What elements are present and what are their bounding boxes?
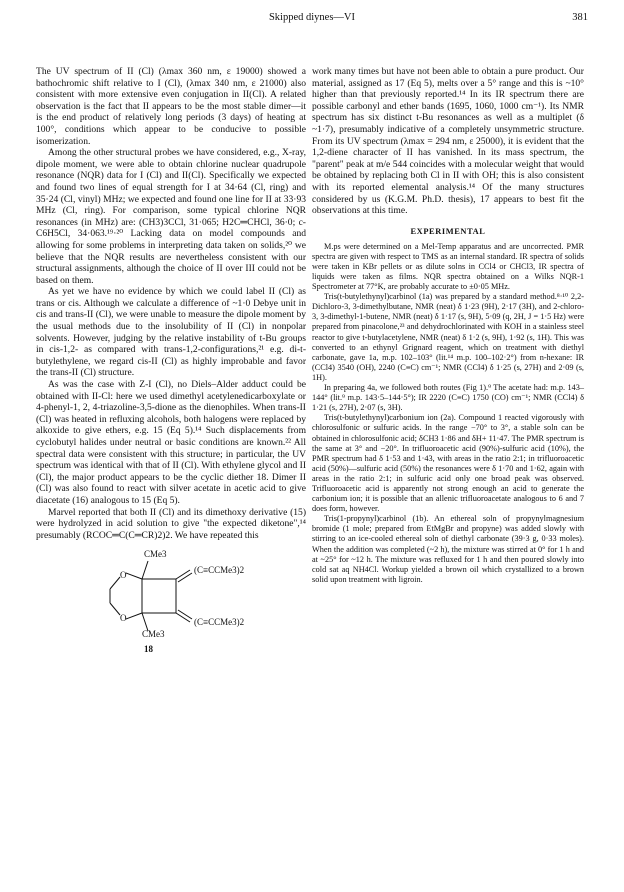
paragraph-acetate-4a: In preparing 4a, we followed both routes (Fig 1).⁹ The acetate had: m.p. 143–144° (lit.⁹ m.p. 143·5–144·5°); IR 2220 (C≡C) 1750 (CO) cm⁻¹; NMR (CCl4) δ 1·21 (s, 27H), 2·07 (s, 3H). bbox=[312, 383, 584, 413]
label-oxygen-2: O bbox=[120, 613, 127, 624]
page-number: 381 bbox=[572, 12, 588, 23]
experimental-heading: EXPERIMENTAL bbox=[410, 226, 486, 236]
running-title: Skipped diynes—VI bbox=[268, 12, 356, 23]
paragraph-structure-17: work many times but have not been able to obtain a pure product. Our material, assigned as 17 (Eq 5), melts over a 5° range and this is ~10° higher than that previously reported.¹⁴ In its IR spectrum there are possible carbonyl and ether bands (1695, 1060, 1000 cm⁻¹). Its NMR spectrum has six distinct t-Bu resonances as well as a multiplet (δ ~1·7), presumably indicative of a completely unsymmetric structure. From its UV spectrum (λmax = 294 nm, ε 25000), it is evident that the 1,2-diene character of II has vanished. In its mass spectrum, the "parent" peak at m/e 544 coincides with a molecular weight that would be obtained by replacing both Cl in II with OH; this is also consistent with its reported elemental analysis.¹⁴ Of the many structures considered by us (K.G.M. Ph.D. thesis), 17 appears to best fit the observations at this time. bbox=[312, 66, 584, 217]
paragraph-general-methods: M.ps were determined on a Mel-Temp apparatus and are uncorrected. PMR spectra are given with respect to TMS as an internal standard. IR spectra of solids were taken in KBr pellets or as dilute solns in CCl4 or CHCl3, IR spectra of liquids were taken as films. NQR spectra obtained on a Wilks NQR-1 Spectrometer at 77°K, are probably accurate to ±0·05 MHz. bbox=[312, 241, 584, 292]
label-cme3-top: CMe3 bbox=[144, 549, 167, 560]
paragraph-carbinol-1b: Tris(1-propynyl)carbinol (1b). An ethereal soln of propynylmagnesium bromide (1 mole; prepared from EtMgBr and propyne) was added slowly with stirring to an ice-cooled ethereal soln of diethyl carbonate (39·3 g, 0·33 moles). When the addition was completed (~2 h), the mixture was stirred at 0° for 1 h and at ~25° for ~12 h. The mixture was refluxed for 1 h and then poured slowly into cold sat aq NH4Cl. Workup yielded a brown oil which crystallized to a brown solid upon treatment with ligroin. bbox=[312, 514, 584, 584]
compound-number-18: 18 bbox=[144, 644, 153, 655]
paragraph-marvel: Marvel reported that both II (Cl) and its dimethoxy derivative (15) were hydrolyzed in acid solution to give "the expected diketone",¹⁴ presumably (RCOC═C(C═CR)2)2. We have repeated this bbox=[36, 506, 306, 541]
paragraph-carbonium-2a: Tris(t-butylethynyl)carbonium ion (2a). Compound 1 reacted vigorously with chlorosulfonic or sulfuric acids. In the range −70° to 3°, a stable soln can be obtained in chlorosulfonic acid; δCH3 1·86 and δH+ 11·47. The PMR spectrum is the same at 3° and −20°. In trifluoroacetic acid (90%)-sulfuric acid (10%), the PMR spectrum had δ 1·53 and 1·43, with areas in the ratio 2:1; in trifluoroacetic acid (50%)—sulfuric acid (50%) the resonances were δ 1·70 and 1·62, again with areas in the ratio 2:1; in sulfuric acid only one broad peak was observed. Trifluoroacetic acid is apparently not strong enough an acid to generate the carbonium ion; it is possible that an allenic trifluoroacetate analogous to 6 and 7 does form, however. bbox=[312, 413, 584, 514]
label-oxygen-1: O bbox=[120, 570, 127, 581]
paragraph-uv-spectrum: The UV spectrum of II (Cl) (λmax 360 nm, ε 19000) showed a bathochromic shift relative to I (Cl), (λmax 340 nm, ε 21000) also consistent with more extensive even conjugation in II(Cl). A related observation is the fact that II appears to be the most stable dimer—it is the end product of relatively long periods (3 days) of heating at 100°, conditions which appear to be conducive to possible isomerization. bbox=[36, 66, 306, 147]
paragraph-carbinol-1a: Tris(t-butylethynyl)carbinol (1a) was prepared by a standard method.⁸·¹⁰ 2,2-Dichloro-3, 3-dimethylbutane, NMR (neat) δ 1·23 (9H), 2·17 (3H), and 2-chloro-3, 3-dimethyl-1-butene, NMR (neat) δ 1·17 (s, 9H), 5·09 (q, 2H, J = 1·5 Hz) were prepared from pinacolone,²³ and dehydrochlorinated with KOH in a stainless steel reactor to give t-butylacetylene, NMR (neat) δ 1·2 (s, 9H), 1·92 (s, 1H). This was converted to an ethynyl Grignard reagent, which on treatment with diethyl carbonate, gave 1a, m.p. 102–103° (lit.¹⁴ m.p. 100–102·2°) from n-hexane: IR (CCl4) 3540 (OH), 2240 (C≡C) cm⁻¹; NMR (CCl4) δ 1·25 (s, 27H) and 2·09 (s, 1H). bbox=[312, 292, 584, 382]
paragraph-diels-alder: As was the case with Z-I (Cl), no Diels–Alder adduct could be obtained with II-Cl: here we used dimethyl acetylenedicarboxylate or 4-phenyl-1, 2, 4-triazoline-3,5-dione as the dienophiles. When trans-II (Cl) was heated in refluxing alcohols, both halogens were replaced by alkoxide to give ethers, e.g. 15 (Eq 5).¹⁴ Such displacements from cyclobutyl halides under neutral or basic conditions are known.²² All spectral data were consistent with this structure; in particular, the UV spectrum was identical with that of II (Cl). With ethylene glycol and II (Cl), the major product appears to be the cyclic diether 18. Dimer II (Cl) was also found to react with silver acetate in acetic acid to give diacetate (16) analogous to 15 (Eq 5). bbox=[36, 379, 306, 506]
right-column bbox=[312, 66, 584, 585]
left-column bbox=[36, 66, 306, 661]
label-substituent-top: (C≡CCMe3)2 bbox=[194, 565, 245, 576]
paragraph-nqr: Among the other structural probes we have considered, e.g., X-ray, dipole moment, we were able to obtain chlorine nuclear quadrupole resonance (NQR) data for I (Cl) and II(Cl). Specifically we expected and found two lines of equal strength for I at 34·64 (Cl, ring) and 35·24 (Cl, vinyl) MHz; we expected and found one line for II at 33·93 MHz (Cl, ring). For comparison, some typical chlorine NQR resonances (in MHz) are: (CH3)3CCl, 31·065; H2C═CHCl, 36·0; c-C6H5Cl, 34·063.¹⁹·²⁰ Lacking data on model compounds and allowing for some problems in interpreting data taken on solids,²⁰ we believe that the NQR results are nevertheless consistent with our structural assignments, although the choice of II over III could not be based on them. bbox=[36, 147, 306, 286]
label-substituent-bottom: (C≡CCMe3)2 bbox=[194, 617, 245, 628]
running-header bbox=[36, 12, 588, 26]
structure-18-diagram bbox=[36, 549, 306, 661]
paragraph-cis-trans: As yet we have no evidence by which we could label II (Cl) as trans or cis. Although we calculate a difference of ~1·0 Debye unit in cis and trans-II (Cl), we were unable to measure the dipole moment by the usual methods due to the insolubility of II (Cl) in nonpolar solvents. However, judging by the relative instability of t-Bu groups in cis-1,2- as compared with trans-1,2-configurations,²¹ e.g. di-t-butylethylene, we regard cis-II (Cl) as highly improbable and favor the trans-II (Cl) structure. bbox=[36, 286, 306, 379]
label-cme3-bottom: CMe3 bbox=[142, 629, 165, 640]
